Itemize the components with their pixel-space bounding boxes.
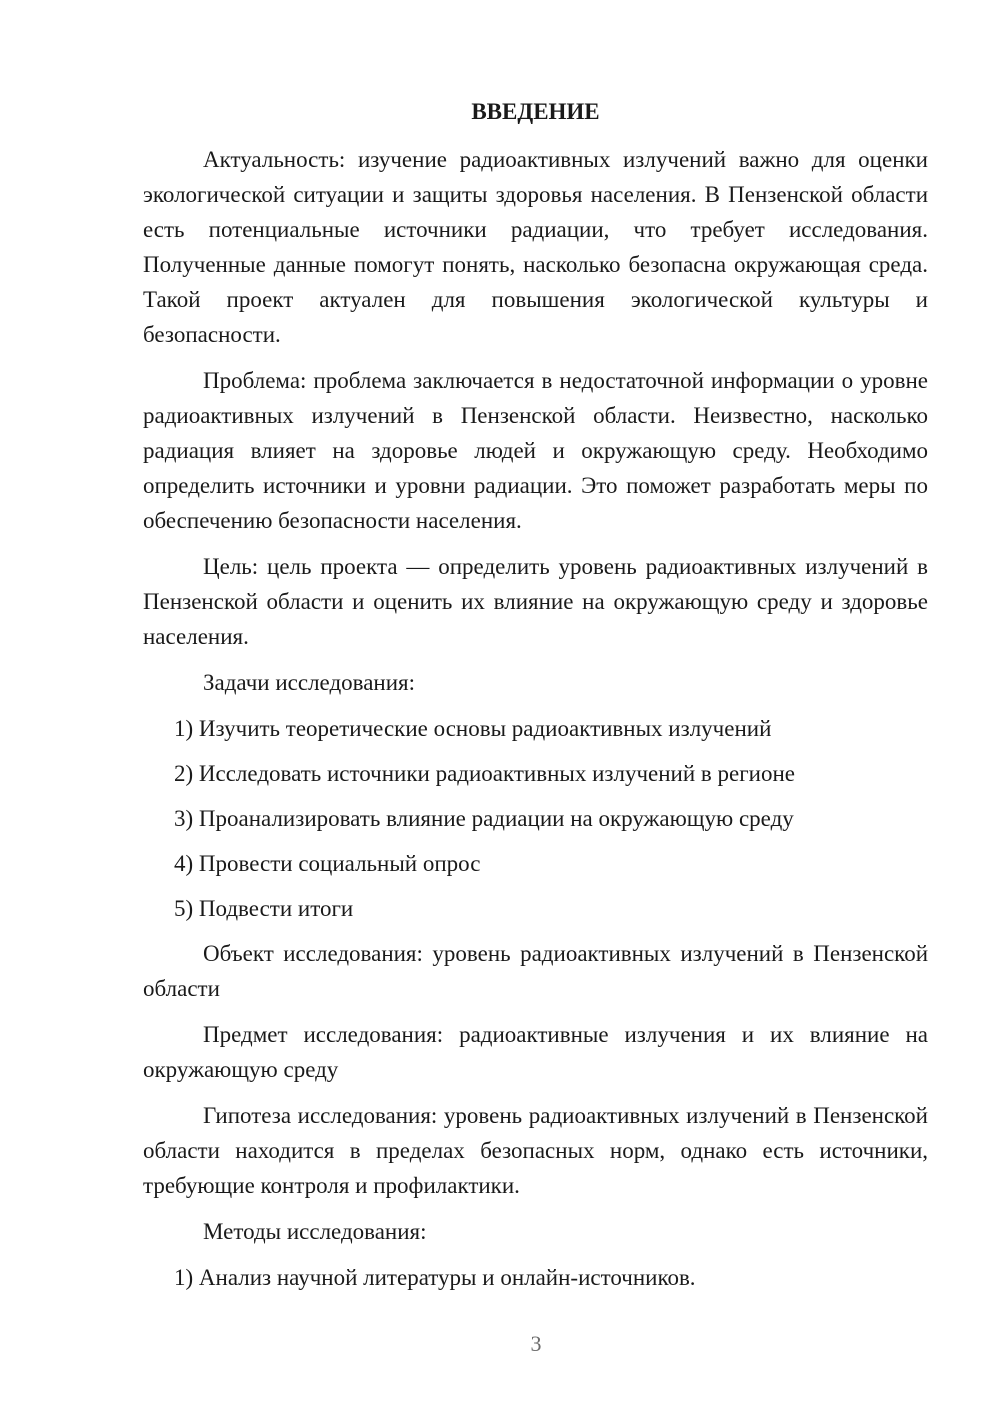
tasks-list — [143, 711, 928, 926]
task-item: 2) Исследовать источники радиоактивных излучений в регионе — [174, 761, 795, 786]
methods-heading: Методы исследования: — [203, 1219, 427, 1244]
methods-list — [143, 1260, 928, 1295]
subject-paragraph: Предмет исследования: радиоактивные излучения и их влияние на окружающую среду — [143, 1022, 928, 1082]
task-item: 3) Проанализировать влияние радиации на окружающую среду — [174, 806, 794, 831]
task-item: 1) Изучить теоретические основы радиоактивных излучений — [174, 716, 772, 741]
task-item: 5) Подвести итоги — [174, 896, 354, 921]
method-item: 1) Анализ научной литературы и онлайн-источников. — [174, 1265, 696, 1290]
tasks-heading: Задачи исследования: — [203, 670, 416, 695]
relevance-paragraph: Актуальность: изучение радиоактивных излучений важно для оценки экологической ситуации и защиты здоровья населения. В Пензенской области есть потенциальные источники радиации, что требует исследования. Полученные данные помогут понять, насколько безопасна окружающая среда. Такой проект актуален для повышения экологической культуры и безопасности. — [143, 147, 928, 347]
object-paragraph: Объект исследования: уровень радиоактивных излучений в Пензенской области — [143, 941, 928, 1001]
goal-paragraph: Цель: цель проекта — определить уровень радиоактивных излучений в Пензенской области и оценить их влияние на окружающую среду и здоровье населения. — [143, 554, 928, 649]
hypothesis-paragraph: Гипотеза исследования: уровень радиоактивных излучений в Пензенской области находится в пределах безопасных норм, однако есть источники, требующие контроля и профилактики. — [143, 1103, 928, 1198]
page-number: 3 — [530, 1331, 542, 1356]
task-item: 4) Провести социальный опрос — [174, 851, 481, 876]
section-title: ВВЕДЕНИЕ — [471, 99, 600, 124]
problem-paragraph: Проблема: проблема заключается в недостаточной информации о уровне радиоактивных излучений в Пензенской области. Неизвестно, насколько радиация влияет на здоровье людей и окружающую среду. Необходимо определить источники и уровни радиации. Это поможет разработать меры по обеспечению безопасности населения. — [143, 368, 928, 533]
page-content — [143, 94, 928, 1305]
